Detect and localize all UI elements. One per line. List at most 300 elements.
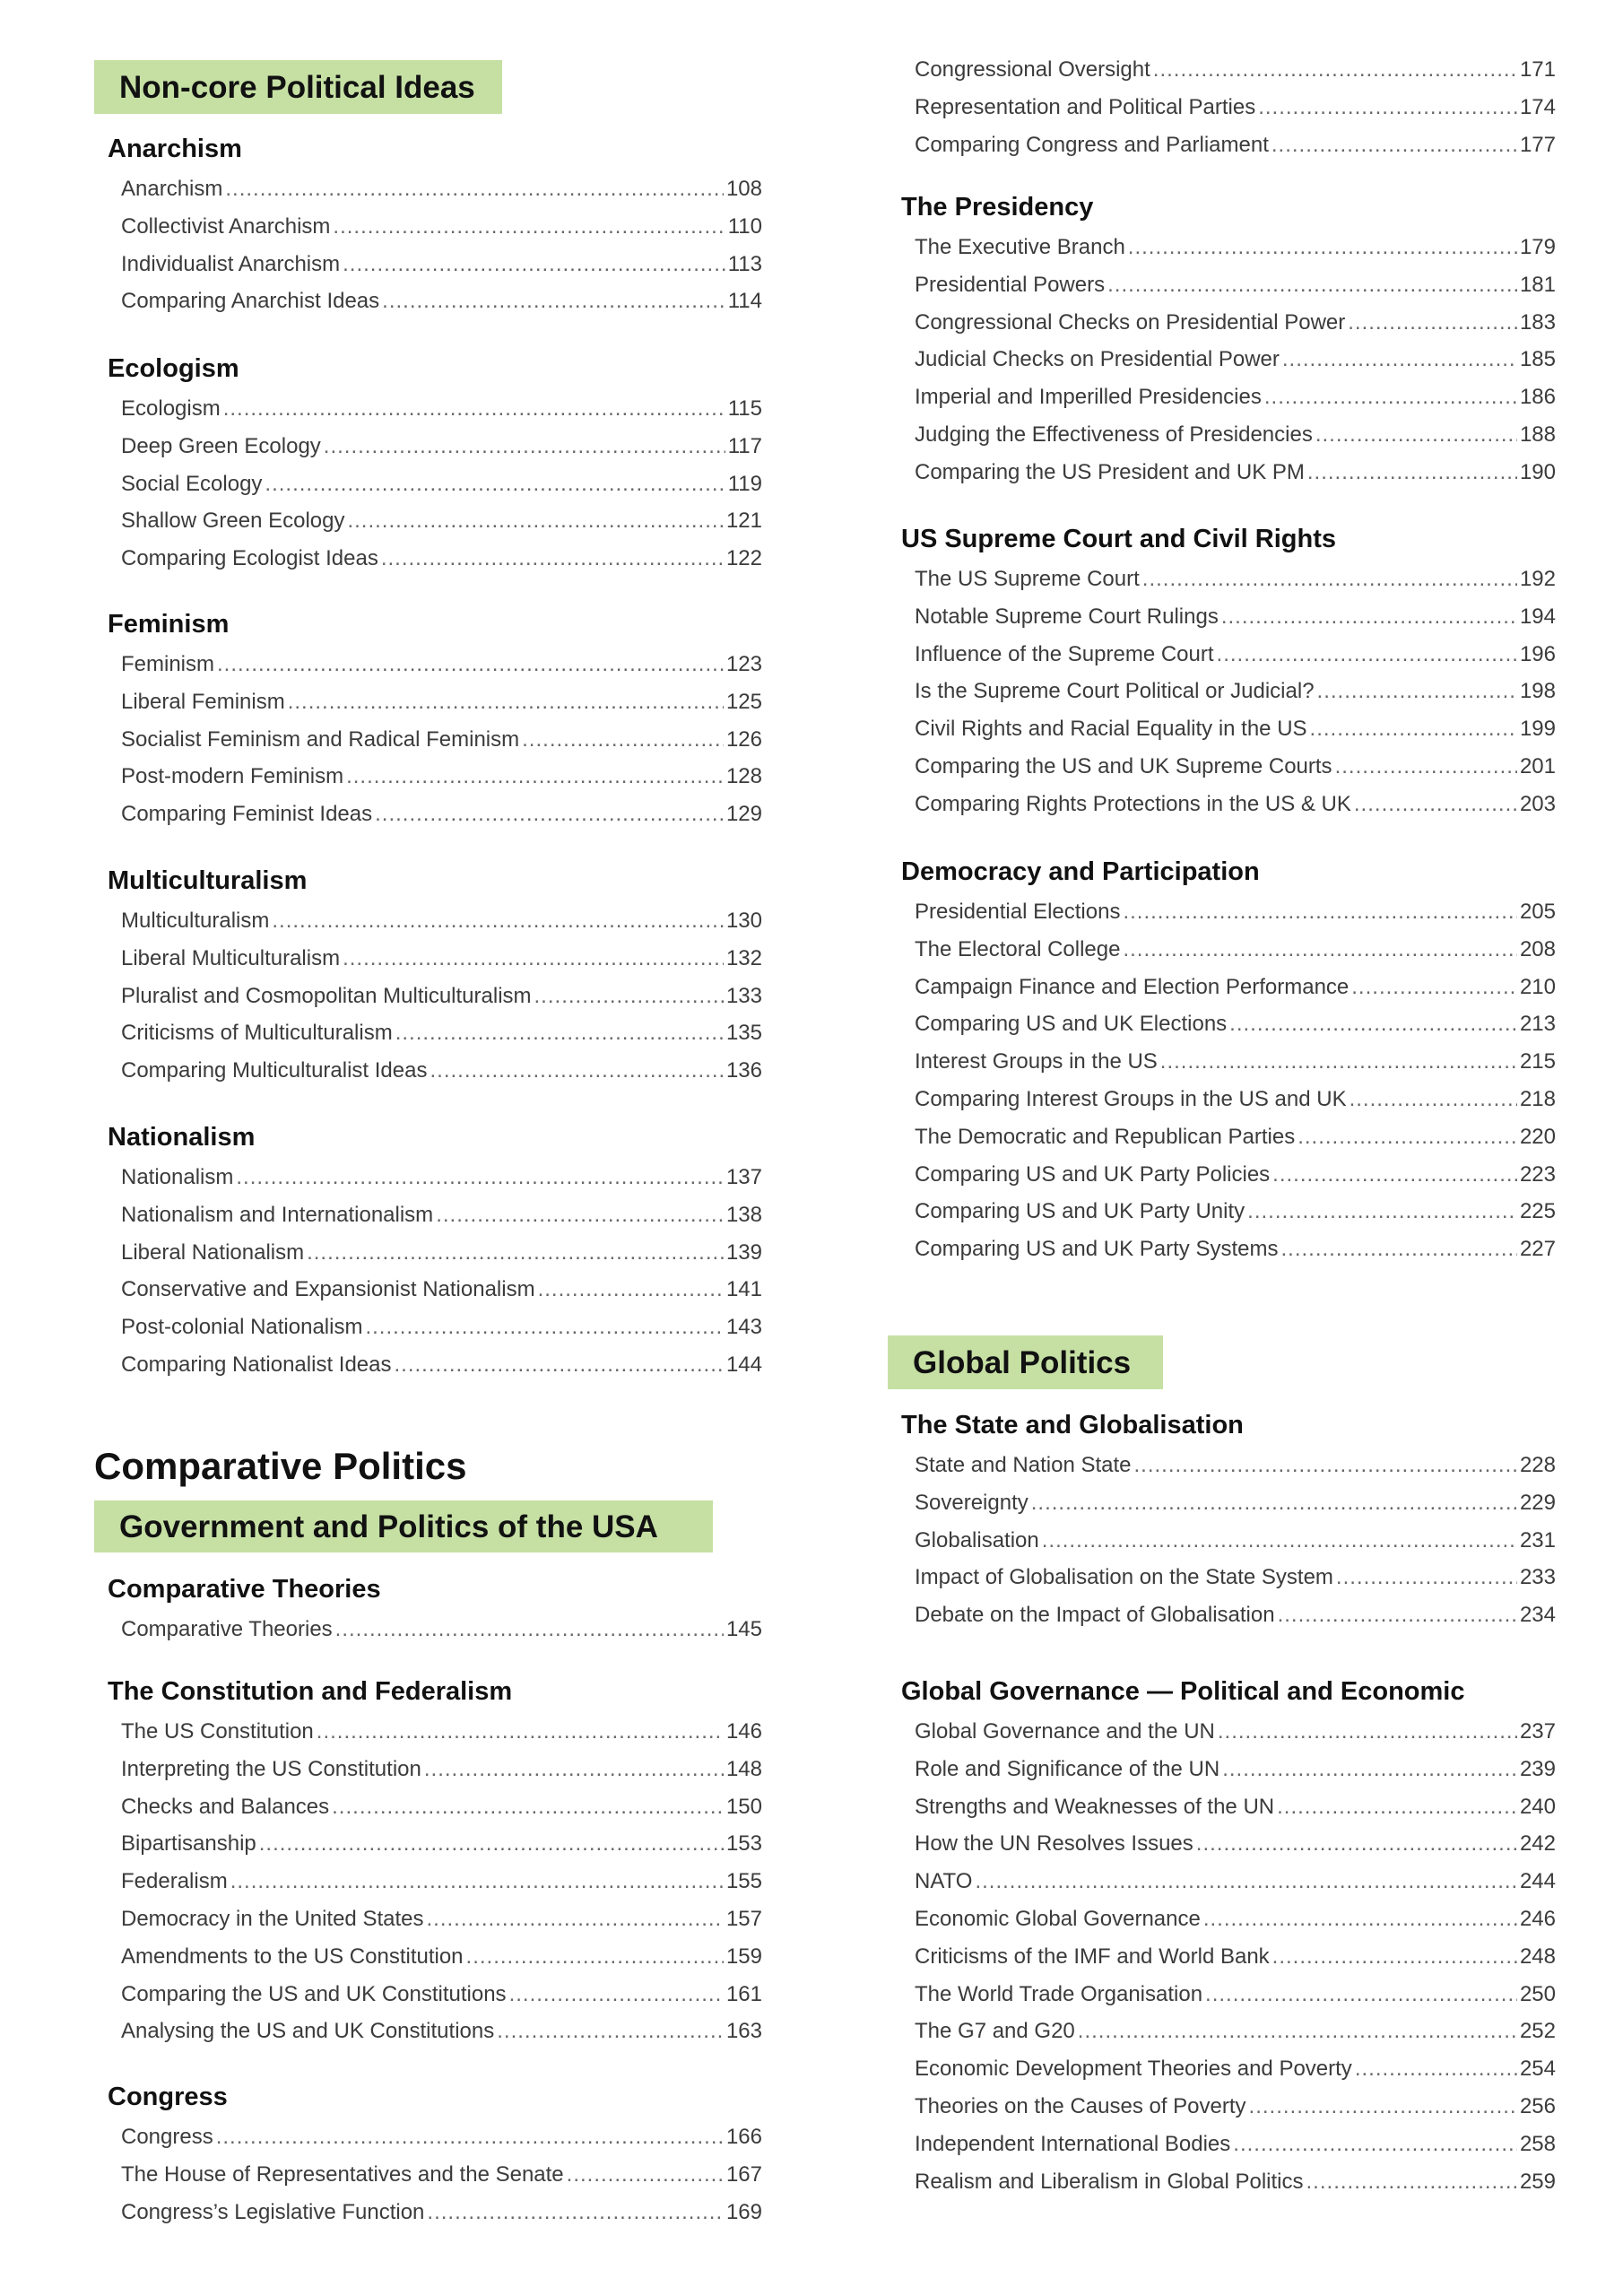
toc-entry-title: Post-modern Feminism [121, 764, 344, 789]
toc-entry-title: Judicial Checks on Presidential Power [915, 347, 1280, 372]
toc-entry-page: 144 [725, 1352, 762, 1377]
toc-entry-title: Campaign Finance and Election Performance [915, 974, 1350, 999]
toc-entry[interactable] [915, 1156, 1556, 1194]
toc-entry-page: 192 [1519, 567, 1556, 591]
toc-entry[interactable] [121, 1014, 762, 1052]
toc-entry-page: 136 [725, 1058, 762, 1083]
toc-entry-title: Interest Groups in the US [915, 1049, 1158, 1074]
dot-leader [1280, 1231, 1516, 1268]
toc-entry[interactable] [121, 246, 762, 283]
toc-entry-title: Comparing Anarchist Ideas [121, 289, 380, 314]
toc-entry[interactable] [121, 1309, 762, 1346]
toc-entry-page: 201 [1519, 753, 1556, 778]
toc-entry[interactable] [121, 1863, 762, 1900]
dot-leader [288, 683, 724, 721]
dot-leader [430, 1052, 723, 1090]
toc-entry-title: Imperial and Imperilled Presidencies [915, 385, 1262, 410]
toc-entry[interactable] [915, 1559, 1556, 1596]
dot-leader [1306, 2163, 1517, 2201]
section-presidency [901, 186, 1556, 491]
toc-entry-title: Comparing the US President and UK PM [915, 459, 1305, 484]
toc-entry[interactable] [121, 1346, 762, 1384]
toc-entry-title: The Electoral College [915, 936, 1121, 961]
toc-entry-title: Comparing Congress and Parliament [915, 132, 1269, 157]
dot-leader [1278, 1596, 1517, 1634]
toc-entry-title: Debate on the Impact of Globalisation [915, 1603, 1275, 1628]
section-anarchism [108, 127, 762, 320]
section-comparative-theories [108, 1568, 762, 1648]
toc-entry[interactable] [915, 126, 1556, 164]
toc-entry-page: 145 [725, 1617, 762, 1641]
toc-entry-page: 128 [725, 764, 762, 789]
toc-entry[interactable] [121, 940, 762, 978]
toc-entry[interactable] [915, 2126, 1556, 2163]
toc-entry-title: NATO [915, 1869, 973, 1894]
toc-entry-title: Presidential Elections [915, 900, 1121, 924]
toc-entry[interactable] [915, 89, 1556, 126]
toc-entry-page: 177 [1519, 132, 1556, 157]
toc-entry-page: 117 [727, 433, 762, 458]
toc-entry[interactable] [121, 796, 762, 833]
toc-entry-title: Amendments to the US Constitution [121, 1944, 464, 1969]
dot-leader [1031, 1484, 1517, 1522]
section-heading: Nationalism [108, 1123, 256, 1152]
toc-entry-page: 240 [1519, 1794, 1556, 1819]
toc-entry[interactable] [915, 1447, 1556, 1484]
dot-leader [332, 1788, 724, 1826]
section-congress [108, 2075, 762, 2231]
toc-entry-title: Multiculturalism [121, 909, 270, 933]
dot-leader [1307, 454, 1517, 491]
dot-leader [1264, 378, 1517, 416]
toc-entry[interactable] [121, 2013, 762, 2050]
toc-entry[interactable] [121, 1611, 762, 1648]
section-heading: Anarchism [108, 135, 242, 163]
dot-leader [538, 1271, 724, 1309]
toc-entry-page: 179 [1519, 235, 1556, 259]
toc-entry-page: 141 [725, 1277, 762, 1302]
dot-leader [236, 1159, 724, 1196]
toc-entry-title: Interpreting the US Constitution [121, 1756, 421, 1781]
toc-entry[interactable] [121, 1900, 762, 1938]
dot-leader [216, 2118, 724, 2156]
toc-entry-page: 148 [725, 1756, 762, 1781]
toc-entry-page: 174 [1519, 94, 1556, 119]
dot-leader [1123, 893, 1517, 931]
dot-leader [317, 1713, 724, 1751]
toc-entry-page: 229 [1519, 1490, 1556, 1515]
toc-entry[interactable] [121, 1825, 762, 1863]
toc-entry[interactable] [915, 1863, 1556, 1900]
dot-leader [1277, 1788, 1517, 1826]
toc-entry-title: How the UN Resolves Issues [915, 1831, 1193, 1857]
toc-entry-page: 137 [725, 1165, 762, 1189]
toc-entry-page: 167 [725, 2161, 762, 2187]
toc-entry-title: Comparing the US and UK Supreme Courts [915, 753, 1332, 778]
toc-entry-page: 159 [725, 1944, 762, 1969]
toc-entry[interactable] [121, 540, 762, 578]
toc-entry-page: 237 [1519, 1719, 1556, 1744]
toc-entry[interactable] [915, 1005, 1556, 1043]
toc-entry-title: The Executive Branch [915, 235, 1125, 259]
toc-entry-title: The Democratic and Republican Parties [915, 1124, 1296, 1149]
toc-entry-page: 250 [1519, 1981, 1556, 2006]
section-heading: The Constitution and Federalism [108, 1677, 513, 1706]
toc-entry-page: 213 [1519, 1012, 1556, 1037]
toc-entry[interactable] [915, 748, 1556, 786]
section-box-noncore: Non-core Political Ideas [94, 60, 502, 114]
dot-leader [324, 428, 725, 465]
toc-entry[interactable] [915, 1043, 1556, 1081]
toc-entry[interactable] [915, 1938, 1556, 1976]
dot-leader [1218, 1713, 1517, 1751]
toc-entry-page: 215 [1519, 1049, 1556, 1074]
dot-leader [395, 1014, 724, 1052]
toc-entry-title: Comparing US and UK Party Unity [915, 1199, 1245, 1224]
dot-leader [534, 978, 724, 1015]
toc-entry[interactable] [915, 304, 1556, 342]
toc-entry-title: Conservative and Expansionist Nationalism [121, 1277, 535, 1302]
toc-entry-page: 231 [1519, 1527, 1556, 1552]
dot-leader [265, 465, 725, 503]
section-heading: US Supreme Court and Civil Rights [901, 525, 1336, 553]
toc-entry-page: 227 [1519, 1237, 1556, 1262]
toc-entry[interactable] [915, 2163, 1556, 2201]
toc-entry-page: 258 [1519, 2131, 1556, 2156]
toc-entry-title: Representation and Political Parties [915, 94, 1256, 119]
dot-leader [427, 1900, 724, 1938]
toc-entry-title: Comparing Nationalist Ideas [121, 1352, 392, 1377]
dot-leader [259, 1825, 724, 1863]
toc-entry-page: 166 [725, 2125, 762, 2149]
dot-leader [1272, 1156, 1517, 1194]
toc-entry[interactable] [915, 786, 1556, 823]
toc-entry-title: Judging the Effectiveness of Presidencies [915, 422, 1313, 447]
toc-entry-page: 252 [1519, 2019, 1556, 2044]
toc-entry[interactable] [915, 969, 1556, 1006]
toc-entry[interactable] [915, 931, 1556, 969]
toc-entry-page: 125 [725, 689, 762, 714]
section-heading: The State and Globalisation [901, 1411, 1244, 1439]
toc-entry-title: Democracy in the United States [121, 1906, 424, 1931]
toc-entry[interactable] [915, 1193, 1556, 1231]
toc-entry-title: Theories on the Causes of Poverty [915, 2093, 1246, 2118]
dot-leader [1271, 126, 1517, 164]
dot-leader [1315, 416, 1517, 454]
toc-entry-page: 185 [1519, 347, 1556, 372]
toc-entry-title: State and Nation State [915, 1453, 1132, 1477]
toc-entry[interactable] [121, 646, 762, 683]
toc-entry[interactable] [121, 1976, 762, 2013]
toc-entry-page: 208 [1519, 936, 1556, 961]
toc-entry-page: 234 [1519, 1603, 1556, 1628]
dot-leader [1042, 1522, 1517, 1560]
toc-entry[interactable] [915, 710, 1556, 748]
toc-entry-title: The House of Representatives and the Senate [121, 2161, 564, 2187]
toc-entry[interactable] [121, 721, 762, 759]
toc-entry[interactable] [915, 561, 1556, 598]
section-congress-continued [901, 51, 1556, 163]
toc-entry-page: 203 [1519, 791, 1556, 816]
toc-entry[interactable] [121, 390, 762, 428]
toc-entry-title: Impact of Globalisation on the State System [915, 1565, 1333, 1590]
dot-leader [343, 940, 724, 978]
toc-entry-title: Shallow Green Ecology [121, 509, 345, 534]
toc-entry-page: 259 [1519, 2169, 1556, 2194]
toc-entry-title: Independent International Bodies [915, 2131, 1231, 2156]
toc-entry-page: 126 [725, 726, 762, 752]
toc-entry-page: 132 [725, 945, 762, 970]
toc-entry[interactable] [915, 1900, 1556, 1938]
toc-entry[interactable] [915, 598, 1556, 636]
dot-leader [1298, 1118, 1517, 1156]
toc-entry-title: Anarchism [121, 177, 223, 201]
toc-entry[interactable] [915, 893, 1556, 931]
toc-entry-title: Socialist Feminism and Radical Feminism [121, 726, 520, 752]
toc-entry[interactable] [915, 1231, 1556, 1268]
toc-entry[interactable] [915, 1788, 1556, 1826]
dot-leader [230, 1863, 724, 1900]
section-supreme-court [901, 517, 1556, 823]
dot-leader [466, 1938, 724, 1976]
toc-entry[interactable] [915, 416, 1556, 454]
toc-entry[interactable] [915, 2013, 1556, 2050]
toc-entry-title: Collectivist Anarchism [121, 213, 331, 239]
section-constitution [108, 1670, 762, 2050]
toc-entry[interactable] [915, 454, 1556, 491]
toc-entry[interactable] [121, 2156, 762, 2194]
dot-leader [1128, 229, 1517, 266]
toc-entry-page: 190 [1519, 459, 1556, 484]
dot-leader [1317, 673, 1517, 710]
toc-entry-page: 114 [727, 289, 762, 314]
toc-entry-page: 186 [1519, 385, 1556, 410]
toc-entry-page: 143 [725, 1315, 762, 1340]
toc-entry[interactable] [121, 2194, 762, 2231]
toc-entry[interactable] [915, 51, 1556, 89]
toc-entry[interactable] [121, 1938, 762, 1976]
toc-entry-title: Federalism [121, 1869, 228, 1894]
toc-entry[interactable] [915, 1522, 1556, 1560]
toc-entry-title: The G7 and G20 [915, 2019, 1075, 2044]
toc-entry-page: 146 [725, 1719, 762, 1744]
dot-leader [1282, 341, 1517, 378]
section-box-usa: Government and Politics of the USA [94, 1500, 713, 1552]
section-heading: Feminism [108, 610, 230, 639]
toc-entry[interactable] [915, 341, 1556, 378]
toc-entry-page: 153 [725, 1831, 762, 1857]
toc-entry-page: 199 [1519, 717, 1556, 742]
toc-entry-page: 150 [725, 1794, 762, 1819]
toc-entry[interactable] [121, 758, 762, 796]
dot-leader [1229, 1005, 1517, 1043]
toc-entry[interactable] [915, 378, 1556, 416]
section-democracy [901, 850, 1556, 1268]
dot-leader [1350, 1081, 1517, 1118]
toc-entry-title: Congress [121, 2125, 213, 2149]
dot-leader [395, 1346, 724, 1384]
toc-entry-page: 239 [1519, 1756, 1556, 1781]
toc-entry-title: Post-colonial Nationalism [121, 1315, 363, 1340]
toc-entry-title: Comparing US and UK Party Policies [915, 1161, 1271, 1187]
toc-entry-title: Notable Supreme Court Rulings [915, 604, 1219, 629]
dot-leader [1222, 1751, 1517, 1788]
section-multiculturalism [108, 859, 762, 1090]
section-heading: Congress [108, 2083, 228, 2111]
toc-entry-page: 171 [1519, 57, 1556, 82]
toc-entry[interactable] [121, 170, 762, 208]
toc-entry-title: Congress’s Legislative Function [121, 2199, 425, 2224]
toc-entry[interactable] [121, 428, 762, 465]
toc-entry[interactable] [121, 1751, 762, 1788]
section-state-globalisation [901, 1404, 1556, 1634]
section-heading: Global Governance — Political and Economic [901, 1677, 1465, 1706]
toc-entry[interactable] [915, 1484, 1556, 1522]
toc-entry-title: Nationalism [121, 1165, 234, 1189]
toc-entry-page: 133 [725, 983, 762, 1008]
toc-entry-title: Comparing Rights Protections in the US & UK [915, 791, 1351, 816]
toc-entry-title: Comparing US and UK Party Systems [915, 1237, 1279, 1262]
toc-entry-title: Bipartisanship [121, 1831, 256, 1857]
toc-entry-title: Globalisation [915, 1527, 1039, 1552]
toc-entry-page: 210 [1519, 974, 1556, 999]
toc-entry-title: Role and Significance of the UN [915, 1756, 1220, 1781]
toc-entry[interactable] [121, 683, 762, 721]
toc-entry-title: Economic Global Governance [915, 1906, 1201, 1931]
section-heading: The Presidency [901, 193, 1094, 222]
toc-entry-page: 169 [725, 2199, 762, 2224]
toc-entry[interactable] [915, 266, 1556, 304]
toc-entry-page: 130 [725, 909, 762, 933]
toc-entry-title: Is the Supreme Court Political or Judicial? [915, 679, 1315, 704]
toc-entry-page: 123 [725, 652, 762, 676]
toc-entry-title: Civil Rights and Racial Equality in the US [915, 717, 1307, 742]
dot-leader [272, 902, 724, 940]
dot-leader [1247, 1193, 1517, 1231]
toc-entry[interactable] [121, 502, 762, 540]
toc-entry-page: 115 [727, 396, 762, 421]
toc-entry-page: 135 [725, 1021, 762, 1046]
toc-entry[interactable] [121, 902, 762, 940]
dot-leader [343, 246, 725, 283]
toc-entry-page: 244 [1519, 1869, 1556, 1894]
dot-leader [1203, 1900, 1517, 1938]
toc-entry[interactable] [915, 1118, 1556, 1156]
toc-entry[interactable] [121, 283, 762, 320]
toc-entry-page: 248 [1519, 1944, 1556, 1969]
toc-entry-page: 220 [1519, 1124, 1556, 1149]
toc-entry-title: Feminism [121, 652, 215, 676]
dot-leader [1153, 51, 1517, 89]
toc-entry-title: Deep Green Ecology [121, 433, 321, 458]
toc-entry[interactable] [121, 1159, 762, 1196]
toc-entry-title: Economic Development Theories and Poverty [915, 2057, 1352, 2082]
toc-entry[interactable] [121, 978, 762, 1015]
section-heading: Ecologism [108, 354, 239, 383]
dot-leader [375, 796, 724, 833]
section-nationalism [108, 1116, 762, 1384]
toc-entry[interactable] [915, 2050, 1556, 2088]
toc-entry-page: 157 [725, 1906, 762, 1931]
toc-entry-page: 181 [1519, 272, 1556, 297]
dot-leader [225, 170, 724, 208]
toc-entry[interactable] [915, 1751, 1556, 1788]
toc-entry-page: 121 [725, 509, 762, 534]
toc-entry-title: Comparing Interest Groups in the US and UK [915, 1086, 1347, 1111]
toc-entry-title: Comparing Multiculturalist Ideas [121, 1058, 428, 1083]
toc-entry-page: 119 [727, 471, 762, 496]
dot-leader [333, 208, 725, 246]
toc-entry-title: Criticisms of Multiculturalism [121, 1021, 393, 1046]
toc-entry[interactable] [915, 673, 1556, 710]
toc-entry-title: The US Constitution [121, 1719, 314, 1744]
toc-entry-title: Criticisms of the IMF and World Bank [915, 1944, 1270, 1969]
toc-entry[interactable] [121, 465, 762, 503]
toc-entry[interactable] [121, 1271, 762, 1309]
dot-leader [1348, 304, 1517, 342]
toc-entry-page: 233 [1519, 1565, 1556, 1590]
toc-entry-page: 108 [725, 177, 762, 201]
toc-entry-title: Sovereignty [915, 1490, 1028, 1515]
toc-entry[interactable] [915, 1081, 1556, 1118]
toc-entry-page: 139 [725, 1239, 762, 1265]
toc-entry-page: 223 [1519, 1161, 1556, 1187]
dot-leader [975, 1863, 1517, 1900]
dot-leader [1123, 931, 1517, 969]
toc-entry-title: Checks and Balances [121, 1794, 330, 1819]
dot-leader [497, 2013, 724, 2050]
dot-leader [427, 2194, 724, 2231]
toc-entry[interactable] [121, 1234, 762, 1272]
toc-entry[interactable] [121, 1713, 762, 1751]
toc-entry-title: Comparing Ecologist Ideas [121, 546, 378, 571]
dot-leader [1107, 266, 1517, 304]
section-heading: Democracy and Participation [901, 857, 1260, 886]
dot-leader [335, 1611, 724, 1648]
section-feminism [108, 603, 762, 833]
dot-leader [382, 283, 725, 320]
toc-entry[interactable] [121, 2118, 762, 2156]
toc-entry-title: The US Supreme Court [915, 567, 1140, 591]
toc-entry-page: 242 [1519, 1831, 1556, 1857]
toc-entry-title: Congressional Oversight [915, 57, 1150, 82]
toc-entry[interactable] [915, 2088, 1556, 2126]
toc-entry-page: 198 [1519, 679, 1556, 704]
toc-entry[interactable] [915, 1596, 1556, 1634]
section-heading: Comparative Theories [108, 1575, 381, 1604]
toc-entry-title: Liberal Multiculturalism [121, 945, 341, 970]
toc-entry-page: 138 [725, 1202, 762, 1227]
toc-entry-page: 155 [725, 1869, 762, 1894]
toc-entry[interactable] [915, 1976, 1556, 2013]
toc-entry-title: Liberal Nationalism [121, 1239, 305, 1265]
toc-entry[interactable] [121, 1788, 762, 1826]
toc-entry-title: The World Trade Organisation [915, 1981, 1203, 2006]
dot-leader [1142, 561, 1517, 598]
toc-entry[interactable] [915, 636, 1556, 674]
toc-entry[interactable] [121, 1196, 762, 1234]
toc-entry[interactable] [915, 229, 1556, 266]
section-box-global: Global Politics [888, 1335, 1163, 1389]
toc-entry[interactable] [915, 1713, 1556, 1751]
toc-entry-page: 196 [1519, 641, 1556, 666]
toc-entry[interactable] [121, 208, 762, 246]
toc-entry[interactable] [121, 1052, 762, 1090]
dot-leader [1351, 969, 1517, 1006]
toc-entry-title: Comparative Theories [121, 1617, 333, 1641]
toc-entry[interactable] [915, 1825, 1556, 1863]
dot-leader [1217, 636, 1517, 674]
